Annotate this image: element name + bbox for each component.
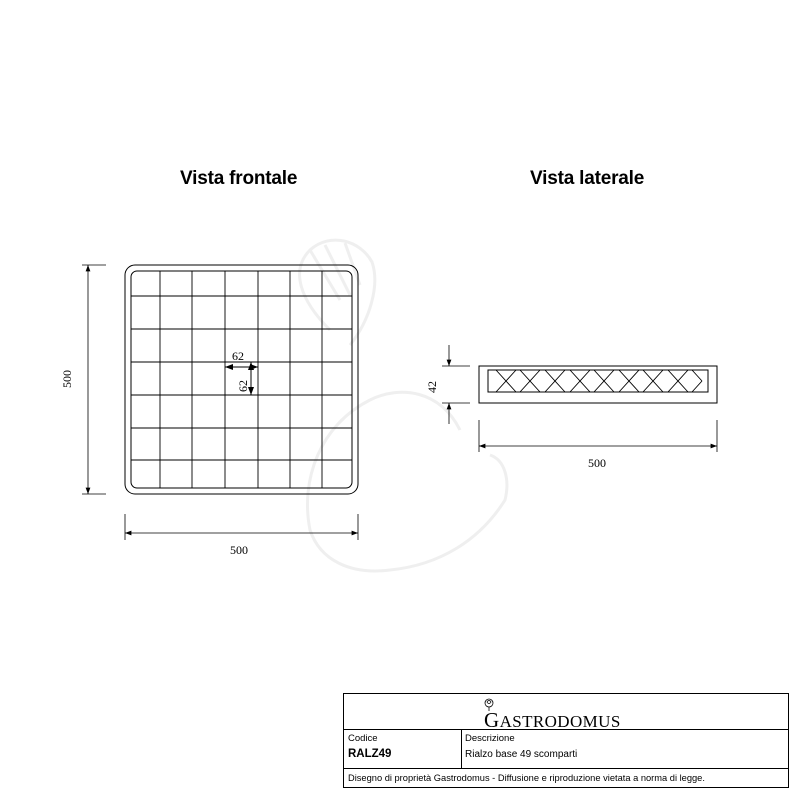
title-block <box>343 693 789 788</box>
code-label: Codice <box>348 733 378 744</box>
side-view-title: Vista laterale <box>530 168 645 189</box>
side-height-label: 42 <box>425 381 439 393</box>
front-inner-outline <box>131 271 352 488</box>
side-view <box>479 366 717 403</box>
footer-notice: Disegno di proprietà Gastrodomus - Diffusione e riproduzione vietata a norma di legge. <box>348 773 705 783</box>
code-value: RALZ49 <box>348 748 392 760</box>
title-block-logo-row <box>344 694 788 730</box>
side-cross-pattern <box>496 370 702 392</box>
front-view <box>125 265 358 494</box>
front-width-label: 500 <box>230 543 248 557</box>
front-grid <box>131 271 352 488</box>
brand-logo-text: GASTRODOMUS <box>484 708 621 732</box>
cell-width-label: 62 <box>232 349 244 363</box>
side-inner-outline <box>488 370 708 392</box>
front-height-label: 500 <box>60 370 74 388</box>
side-width-label: 500 <box>588 456 606 470</box>
title-block-footer-divider <box>344 768 788 769</box>
description-label: Descrizione <box>465 733 515 744</box>
front-view-title: Vista frontale <box>180 168 298 189</box>
description-value: Rialzo base 49 scomparti <box>465 749 578 760</box>
title-block-divider <box>461 730 462 768</box>
cell-height-label: 62 <box>236 380 250 392</box>
